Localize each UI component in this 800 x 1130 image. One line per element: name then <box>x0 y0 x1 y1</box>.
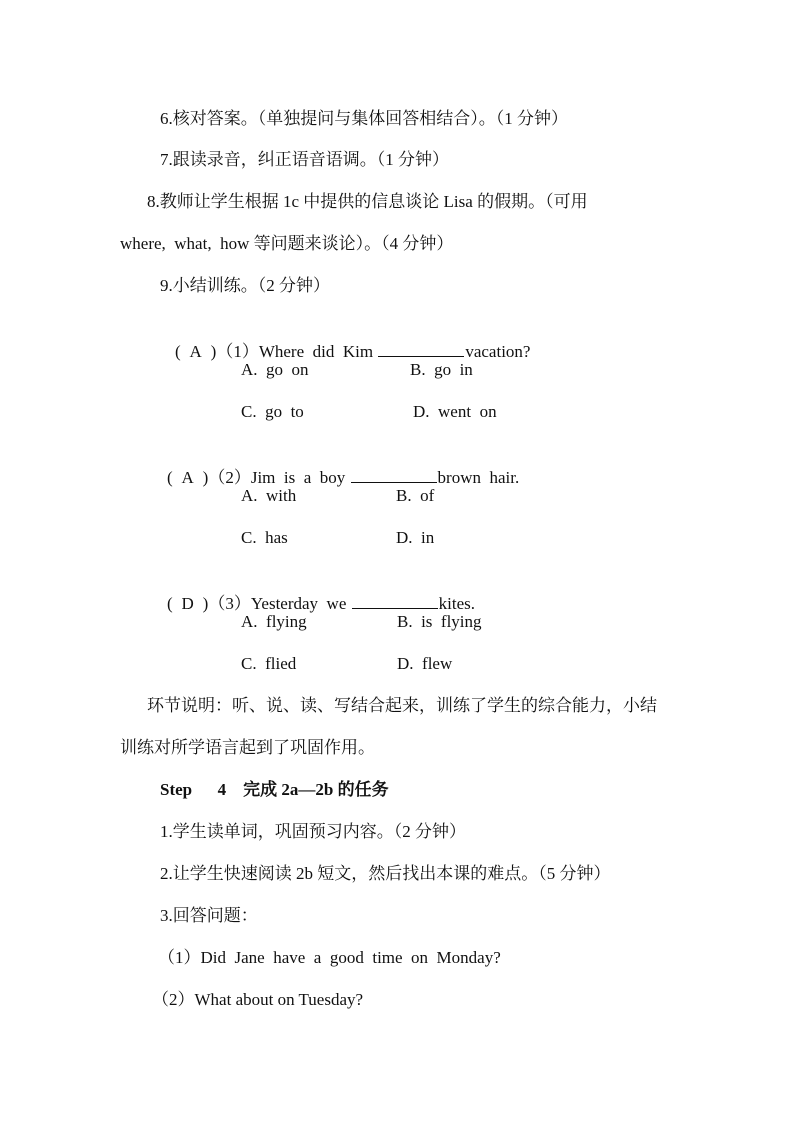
question-paren-open: ( <box>167 594 173 613</box>
step-4-item-2: 2.让学生快速阅读 2b 短文，然后找出本课的难点。（5 分钟） <box>160 864 611 883</box>
item-7: 7.跟读录音，纠正语音语调。（1 分钟） <box>160 150 449 169</box>
item-6: 6.核对答案。（单独提问与集体回答相结合）。（1 分钟） <box>160 109 568 128</box>
option-d: D. went on <box>413 402 497 421</box>
question-stem-end: kites. <box>438 594 475 613</box>
section-explanation-line-1: 环节说明：听、说、读、写结合起来，训练了学生的综合能力，小结 <box>147 696 657 715</box>
question-stem-start: （3）Yesterday we <box>208 594 347 613</box>
step-4-item-3: 3.回答问题： <box>160 906 258 925</box>
question-paren-close: ) <box>202 594 209 613</box>
answer-blank <box>352 592 438 609</box>
question-stem-end: brown hair. <box>437 468 520 487</box>
question-answer: A <box>189 342 202 361</box>
step-4-heading: Step 4 完成 2a—2b 的任务 <box>160 780 389 799</box>
answer-blank <box>351 466 437 483</box>
question-paren-close: ) <box>202 468 209 487</box>
item-8-line-2: where, what, how 等问题来谈论）。（4 分钟） <box>120 234 454 253</box>
question-stem-end: vacation? <box>465 342 531 361</box>
item-9: 9.小结训练。（2 分钟） <box>160 276 330 295</box>
step-4-question-2: （2）What about on Tuesday? <box>152 990 364 1009</box>
option-b: B. of <box>396 486 435 505</box>
option-b: B. go in <box>410 360 473 379</box>
question-answer: D <box>181 594 194 613</box>
option-d: D. in <box>396 528 435 547</box>
option-b: B. is flying <box>397 612 482 631</box>
option-c: C. has <box>241 528 288 547</box>
step-4-question-1: （1）Did Jane have a good time on Monday? <box>158 948 501 967</box>
option-c: C. flied <box>241 654 297 673</box>
option-a: A. with <box>241 486 297 505</box>
question-paren-open: ( <box>167 468 173 487</box>
section-explanation-line-2: 训练对所学语言起到了巩固作用。 <box>120 738 375 757</box>
answer-blank <box>378 340 464 357</box>
option-a: A. flying <box>241 612 307 631</box>
question-answer: A <box>181 468 194 487</box>
question-stem-start: （2）Jim is a boy <box>208 468 346 487</box>
question-1 <box>158 316 530 388</box>
option-d: D. flew <box>397 654 453 673</box>
question-2 <box>150 442 519 514</box>
question-paren-open: ( <box>175 342 181 361</box>
question-stem-start: （1）Where did Kim <box>216 342 374 361</box>
question-paren-close: ) <box>210 342 217 361</box>
item-8-line-1: 8.教师让学生根据 1c 中提供的信息谈论 Lisa 的假期。（可用 <box>147 192 588 211</box>
option-a: A. go on <box>241 360 309 379</box>
option-c: C. go to <box>241 402 304 421</box>
step-4-item-1: 1.学生读单词，巩固预习内容。（2 分钟） <box>160 822 466 841</box>
